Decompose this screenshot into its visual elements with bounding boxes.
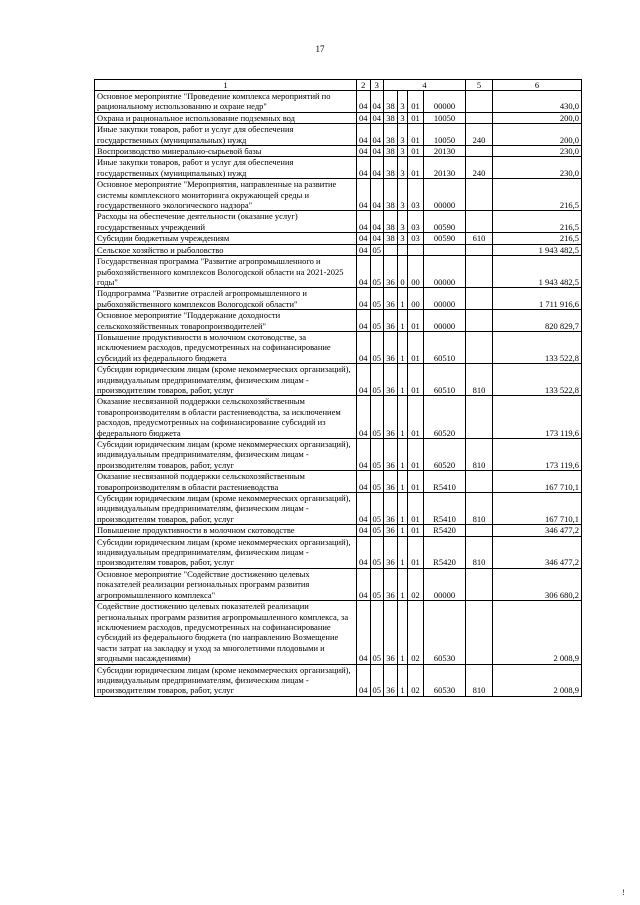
event-code: 01 [408, 146, 424, 157]
subsection-code: 05 [370, 471, 384, 493]
subprogram-code: 3 [398, 179, 408, 211]
section-code: 04 [357, 146, 371, 157]
event-code: 01 [408, 124, 424, 146]
section-code: 04 [357, 124, 371, 146]
direction-code: R5410 [424, 471, 466, 493]
program-code: 36 [384, 471, 398, 493]
table-row [95, 536, 582, 568]
row-name: Сельское хозяйство и рыболовство [95, 244, 357, 255]
program-code: 36 [384, 601, 398, 664]
section-code: 04 [357, 211, 371, 233]
row-name: Воспроизводство минерально-сырьевой базы [95, 146, 357, 157]
subsection-code: 05 [370, 493, 384, 525]
amount: 167 710,1 [493, 493, 582, 525]
table-row [95, 439, 582, 471]
expense-type-code: 810 [466, 664, 493, 696]
subsection-code: 05 [370, 310, 384, 332]
subprogram-code: 1 [398, 310, 408, 332]
direction-code: 00000 [424, 91, 466, 113]
subsection-code: 05 [370, 601, 384, 664]
subsection-code: 04 [370, 124, 384, 146]
subsection-code: 04 [370, 146, 384, 157]
expense-type-code [466, 396, 493, 439]
subprogram-code: 1 [398, 601, 408, 664]
section-code: 04 [357, 664, 371, 696]
subprogram-code: 1 [398, 493, 408, 525]
row-name: Субсидии юридическим лицам (кроме некоммерческих организаций), индивидуальным предпринимателям, физическим лицам - производителям товаров, работ, услуг [95, 439, 357, 471]
event-code: 01 [408, 331, 424, 363]
section-code: 04 [357, 493, 371, 525]
subprogram-code: 1 [398, 439, 408, 471]
event-code: 01 [408, 310, 424, 332]
direction-code: 00000 [424, 179, 466, 211]
subprogram-code: 3 [398, 112, 408, 123]
event-code: 01 [408, 364, 424, 396]
subprogram-code: 1 [398, 536, 408, 568]
amount: 216,5 [493, 179, 582, 211]
direction-code: 00000 [424, 310, 466, 332]
table-row [95, 157, 582, 179]
amount: 2 008,9 [493, 601, 582, 664]
header-cell-section: 2 [357, 80, 371, 91]
event-code: 03 [408, 179, 424, 211]
direction-code: 00590 [424, 211, 466, 233]
row-name: Основное мероприятие "Проведение комплекса мероприятий по рациональному использованию и охране недр" [95, 91, 357, 113]
row-name: Государственная программа "Развитие агропромышленного и рыбохозяйственного комплексов Вологодской области на 2021-2025 годы" [95, 256, 357, 288]
event-code [408, 244, 424, 255]
section-code: 04 [357, 112, 371, 123]
subsection-code: 05 [370, 525, 384, 536]
expense-type-code [466, 310, 493, 332]
amount: 173 119,6 [493, 439, 582, 471]
amount: 1 943 482,5 [493, 244, 582, 255]
row-name: Основное мероприятие "Поддержание доходности сельскохозяйственных товаропроизводителей" [95, 310, 357, 332]
table-row [95, 124, 582, 146]
expense-type-code [466, 288, 493, 310]
amount: 200,0 [493, 124, 582, 146]
direction-code: 00000 [424, 568, 466, 600]
row-name: Оказание несвязанной поддержки сельскохозяйственным товаропроизводителям в области растениеводства, за исключением расходов, предусмотренных на софинансирование субсидий из федерального бюджета [95, 396, 357, 439]
margin-mark: ! [622, 888, 625, 897]
direction-code: 20130 [424, 157, 466, 179]
subprogram-code: 3 [398, 124, 408, 146]
amount: 216,5 [493, 211, 582, 233]
program-code: 36 [384, 664, 398, 696]
section-code: 04 [357, 331, 371, 363]
section-code: 04 [357, 536, 371, 568]
program-code: 36 [384, 364, 398, 396]
section-code: 04 [357, 157, 371, 179]
direction-code: R5420 [424, 525, 466, 536]
amount: 133 522,8 [493, 364, 582, 396]
program-code [384, 244, 398, 255]
section-code: 04 [357, 288, 371, 310]
direction-code: 60510 [424, 364, 466, 396]
subsection-code: 04 [370, 211, 384, 233]
expense-type-code: 240 [466, 157, 493, 179]
amount: 430,0 [493, 91, 582, 113]
row-name: Субсидии бюджетным учреждениям [95, 233, 357, 244]
event-code: 03 [408, 233, 424, 244]
row-name: Основное мероприятие "Содействие достижению целевых показателей реализации региональных программ развития агропромышленного комплекса" [95, 568, 357, 600]
subprogram-code: 1 [398, 396, 408, 439]
direction-code: 00590 [424, 233, 466, 244]
expense-type-code: 810 [466, 536, 493, 568]
amount: 216,5 [493, 233, 582, 244]
program-code: 36 [384, 568, 398, 600]
subprogram-code: 1 [398, 331, 408, 363]
amount: 2 008,9 [493, 664, 582, 696]
program-code: 38 [384, 112, 398, 123]
header-cell-name: 1 [95, 80, 357, 91]
table-body [95, 80, 582, 697]
event-code: 02 [408, 568, 424, 600]
amount: 200,0 [493, 112, 582, 123]
row-name: Расходы на обеспечение деятельности (оказание услуг) государственных учреждений [95, 211, 357, 233]
direction-code: 60520 [424, 439, 466, 471]
event-code: 01 [408, 157, 424, 179]
program-code: 38 [384, 211, 398, 233]
expense-type-code: 240 [466, 124, 493, 146]
subsection-code: 05 [370, 244, 384, 255]
subprogram-code: 1 [398, 664, 408, 696]
subprogram-code: 3 [398, 146, 408, 157]
subsection-code: 04 [370, 233, 384, 244]
program-code: 38 [384, 124, 398, 146]
table-row [95, 112, 582, 123]
program-code: 36 [384, 525, 398, 536]
table-row [95, 179, 582, 211]
page-number: 17 [315, 44, 325, 54]
expense-type-code [466, 601, 493, 664]
subprogram-code: 1 [398, 364, 408, 396]
expense-type-code [466, 256, 493, 288]
event-code: 01 [408, 439, 424, 471]
table-row [95, 146, 582, 157]
row-name: Иные закупки товаров, работ и услуг для обеспечения государственных (муниципальных) нужд [95, 157, 357, 179]
row-name: Иные закупки товаров, работ и услуг для обеспечения государственных (муниципальных) нужд [95, 124, 357, 146]
section-code: 04 [357, 601, 371, 664]
direction-code [424, 244, 466, 255]
row-name: Повышение продуктивности в молочном скотоводстве [95, 525, 357, 536]
program-code: 38 [384, 91, 398, 113]
expense-type-code: 810 [466, 364, 493, 396]
header-cell-subsection: 3 [370, 80, 384, 91]
direction-code: 60510 [424, 331, 466, 363]
table-row [95, 471, 582, 493]
direction-code: 10050 [424, 124, 466, 146]
section-code: 04 [357, 364, 371, 396]
amount: 167 710,1 [493, 471, 582, 493]
subsection-code: 04 [370, 112, 384, 123]
expense-type-code: 810 [466, 493, 493, 525]
program-code: 38 [384, 233, 398, 244]
row-name: Охрана и рациональное использование подземных вод [95, 112, 357, 123]
program-code: 36 [384, 256, 398, 288]
amount: 1 711 916,6 [493, 288, 582, 310]
amount: 820 829,7 [493, 310, 582, 332]
table-row [95, 91, 582, 113]
row-name: Субсидии юридическим лицам (кроме некоммерческих организаций), индивидуальным предпринимателям, физическим лицам - производителям товаров, работ, услуг [95, 664, 357, 696]
header-cell-expense-type: 5 [466, 80, 493, 91]
section-code: 04 [357, 179, 371, 211]
program-code: 38 [384, 157, 398, 179]
section-code: 04 [357, 244, 371, 255]
header-cell-sum: 6 [493, 80, 582, 91]
row-name: Субсидии юридическим лицам (кроме некоммерческих организаций), индивидуальным предпринимателям, физическим лицам - производителям товаров, работ, услуг [95, 493, 357, 525]
event-code: 02 [408, 601, 424, 664]
table-row [95, 288, 582, 310]
direction-code: R5410 [424, 493, 466, 525]
subsection-code: 05 [370, 439, 384, 471]
table-row [95, 664, 582, 696]
table-row [95, 331, 582, 363]
expense-type-code [466, 471, 493, 493]
direction-code: 60520 [424, 396, 466, 439]
direction-code: 60530 [424, 601, 466, 664]
header-cell-target-article: 4 [384, 80, 466, 91]
table-row [95, 396, 582, 439]
expense-type-code [466, 211, 493, 233]
subprogram-code: 3 [398, 211, 408, 233]
subsection-code: 05 [370, 331, 384, 363]
row-name: Оказание несвязанной поддержки сельскохозяйственным товаропроизводителям в области растениеводства [95, 471, 357, 493]
amount: 1 943 482,5 [493, 256, 582, 288]
subsection-code: 05 [370, 396, 384, 439]
event-code: 01 [408, 493, 424, 525]
amount: 133 522,8 [493, 331, 582, 363]
subprogram-code [398, 244, 408, 255]
subprogram-code: 3 [398, 233, 408, 244]
table-row [95, 493, 582, 525]
event-code: 03 [408, 211, 424, 233]
subprogram-code: 3 [398, 91, 408, 113]
amount: 230,0 [493, 146, 582, 157]
event-code: 01 [408, 91, 424, 113]
row-name: Подпрограмма "Развитие отраслей агропромышленного и рыбохозяйственного комплексов Вологодской области" [95, 288, 357, 310]
table-row [95, 568, 582, 600]
budget-table [94, 79, 582, 697]
table-row [95, 364, 582, 396]
row-name: Содействие достижению целевых показателей реализации региональных программ развития агропромышленного комплекса, за исключением расходов, предусмотренных на софинансирование субсидий из федерального бюджета (по направлению Возмещение части затрат на закладку и уход за многолетними плодовыми и ягодными насаждениями) [95, 601, 357, 664]
direction-code: 00000 [424, 256, 466, 288]
row-name: Основное мероприятие "Мероприятия, направленные на развитие системы комплексного мониторинга окружающей среды и государственного экологического надзора" [95, 179, 357, 211]
event-code: 01 [408, 536, 424, 568]
section-code: 04 [357, 525, 371, 536]
section-code: 04 [357, 310, 371, 332]
row-name: Субсидии юридическим лицам (кроме некоммерческих организаций), индивидуальным предпринимателям, физическим лицам - производителям товаров, работ, услуг [95, 536, 357, 568]
amount: 306 680,2 [493, 568, 582, 600]
expense-type-code [466, 244, 493, 255]
subprogram-code: 1 [398, 568, 408, 600]
subsection-code: 05 [370, 288, 384, 310]
direction-code: 10050 [424, 112, 466, 123]
program-code: 38 [384, 146, 398, 157]
subsection-code: 04 [370, 157, 384, 179]
expense-type-code: 810 [466, 439, 493, 471]
direction-code: 00000 [424, 288, 466, 310]
expense-type-code [466, 331, 493, 363]
section-code: 04 [357, 233, 371, 244]
expense-type-code [466, 112, 493, 123]
subsection-code: 04 [370, 91, 384, 113]
program-code: 36 [384, 536, 398, 568]
row-name: Повышение продуктивности в молочном скотоводстве, за исключением расходов, предусмотренных на софинансирование субсидий из федерального бюджета [95, 331, 357, 363]
table-header-row [95, 80, 582, 91]
section-code: 04 [357, 396, 371, 439]
table-row [95, 601, 582, 664]
table-row [95, 310, 582, 332]
event-code: 02 [408, 664, 424, 696]
section-code: 04 [357, 91, 371, 113]
direction-code: 20130 [424, 146, 466, 157]
amount: 346 477,2 [493, 536, 582, 568]
subprogram-code: 0 [398, 256, 408, 288]
expense-type-code: 610 [466, 233, 493, 244]
event-code: 01 [408, 525, 424, 536]
subprogram-code: 1 [398, 525, 408, 536]
table-row [95, 244, 582, 255]
expense-type-code [466, 568, 493, 600]
amount: 173 119,6 [493, 396, 582, 439]
subsection-code: 04 [370, 179, 384, 211]
program-code: 38 [384, 179, 398, 211]
section-code: 04 [357, 568, 371, 600]
program-code: 36 [384, 288, 398, 310]
event-code: 00 [408, 256, 424, 288]
subprogram-code: 1 [398, 288, 408, 310]
amount: 230,0 [493, 157, 582, 179]
event-code: 01 [408, 112, 424, 123]
subsection-code: 05 [370, 536, 384, 568]
row-name: Субсидии юридическим лицам (кроме некоммерческих организаций), индивидуальным предпринимателям, физическим лицам - производителям товаров, работ, услуг [95, 364, 357, 396]
direction-code: R5420 [424, 536, 466, 568]
subsection-code: 05 [370, 664, 384, 696]
expense-type-code [466, 146, 493, 157]
event-code: 01 [408, 396, 424, 439]
table-row [95, 256, 582, 288]
program-code: 36 [384, 493, 398, 525]
subsection-code: 05 [370, 568, 384, 600]
section-code: 04 [357, 471, 371, 493]
subprogram-code: 3 [398, 157, 408, 179]
amount: 346 477,2 [493, 525, 582, 536]
program-code: 36 [384, 396, 398, 439]
section-code: 04 [357, 439, 371, 471]
section-code: 04 [357, 256, 371, 288]
event-code: 00 [408, 288, 424, 310]
expense-type-code [466, 179, 493, 211]
expense-type-code [466, 525, 493, 536]
program-code: 36 [384, 439, 398, 471]
table-row [95, 525, 582, 536]
table-row [95, 211, 582, 233]
table-row [95, 233, 582, 244]
program-code: 36 [384, 310, 398, 332]
subprogram-code: 1 [398, 471, 408, 493]
expense-type-code [466, 91, 493, 113]
subsection-code: 05 [370, 256, 384, 288]
subsection-code: 05 [370, 364, 384, 396]
event-code: 01 [408, 471, 424, 493]
direction-code: 60530 [424, 664, 466, 696]
program-code: 36 [384, 331, 398, 363]
